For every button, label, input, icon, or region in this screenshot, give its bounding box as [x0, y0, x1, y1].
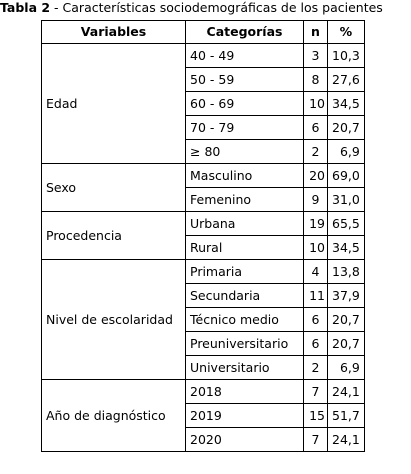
count-cell: 3 — [304, 44, 328, 68]
count-cell: 6 — [304, 116, 328, 140]
table-caption-label: Tabla 2 — [0, 0, 51, 15]
count-cell: 6 — [304, 308, 328, 332]
percent-cell: 6,9 — [328, 140, 365, 164]
category-cell: 60 - 69 — [186, 92, 304, 116]
category-cell: Preuniversitario — [186, 332, 304, 356]
table-caption-text: - Características sociodemográficas de los pacientes — [50, 0, 383, 15]
percent-cell: 6,9 — [328, 356, 365, 380]
variable-cell: Edad — [42, 44, 186, 164]
count-cell: 7 — [304, 428, 328, 452]
category-cell: Masculino — [186, 164, 304, 188]
count-cell: 20 — [304, 164, 328, 188]
count-cell: 9 — [304, 188, 328, 212]
count-cell: 6 — [304, 332, 328, 356]
table-row — [42, 44, 365, 68]
percent-cell: 65,5 — [328, 212, 365, 236]
category-cell: Rural — [186, 236, 304, 260]
table-header-row — [42, 21, 365, 44]
percent-cell: 24,1 — [328, 380, 365, 404]
percent-cell: 10,3 — [328, 44, 365, 68]
header-pct: % — [328, 21, 365, 44]
variable-cell: Nivel de escolaridad — [42, 260, 186, 380]
percent-cell: 31,0 — [328, 188, 365, 212]
header-categorias: Categorías — [186, 21, 304, 44]
count-cell: 19 — [304, 212, 328, 236]
category-cell: 2018 — [186, 380, 304, 404]
category-cell: 2020 — [186, 428, 304, 452]
category-cell: Urbana — [186, 212, 304, 236]
variable-cell: Año de diagnóstico — [42, 380, 186, 452]
category-cell: Femenino — [186, 188, 304, 212]
count-cell: 8 — [304, 68, 328, 92]
percent-cell: 20,7 — [328, 332, 365, 356]
variable-cell: Procedencia — [42, 212, 186, 260]
count-cell: 10 — [304, 236, 328, 260]
percent-cell: 34,5 — [328, 92, 365, 116]
sociodemographic-table — [41, 20, 365, 452]
category-cell: 70 - 79 — [186, 116, 304, 140]
percent-cell: 69,0 — [328, 164, 365, 188]
header-variables: Variables — [42, 21, 186, 44]
category-cell: Primaria — [186, 260, 304, 284]
table-caption — [0, 0, 383, 16]
count-cell: 4 — [304, 260, 328, 284]
table-row — [42, 212, 365, 236]
category-cell: Técnico medio — [186, 308, 304, 332]
category-cell: Secundaria — [186, 284, 304, 308]
percent-cell: 27,6 — [328, 68, 365, 92]
variable-cell: Sexo — [42, 164, 186, 212]
category-cell: 2019 — [186, 404, 304, 428]
percent-cell: 34,5 — [328, 236, 365, 260]
count-cell: 10 — [304, 92, 328, 116]
table-row — [42, 164, 365, 188]
table-row — [42, 260, 365, 284]
category-cell: 50 - 59 — [186, 68, 304, 92]
header-n: n — [304, 21, 328, 44]
percent-cell: 51,7 — [328, 404, 365, 428]
percent-cell: 13,8 — [328, 260, 365, 284]
category-cell: ≥ 80 — [186, 140, 304, 164]
table-body — [42, 44, 365, 452]
count-cell: 11 — [304, 284, 328, 308]
percent-cell: 37,9 — [328, 284, 365, 308]
count-cell: 2 — [304, 356, 328, 380]
count-cell: 15 — [304, 404, 328, 428]
count-cell: 7 — [304, 380, 328, 404]
percent-cell: 20,7 — [328, 116, 365, 140]
table-row — [42, 380, 365, 404]
count-cell: 2 — [304, 140, 328, 164]
percent-cell: 20,7 — [328, 308, 365, 332]
category-cell: 40 - 49 — [186, 44, 304, 68]
category-cell: Universitario — [186, 356, 304, 380]
percent-cell: 24,1 — [328, 428, 365, 452]
